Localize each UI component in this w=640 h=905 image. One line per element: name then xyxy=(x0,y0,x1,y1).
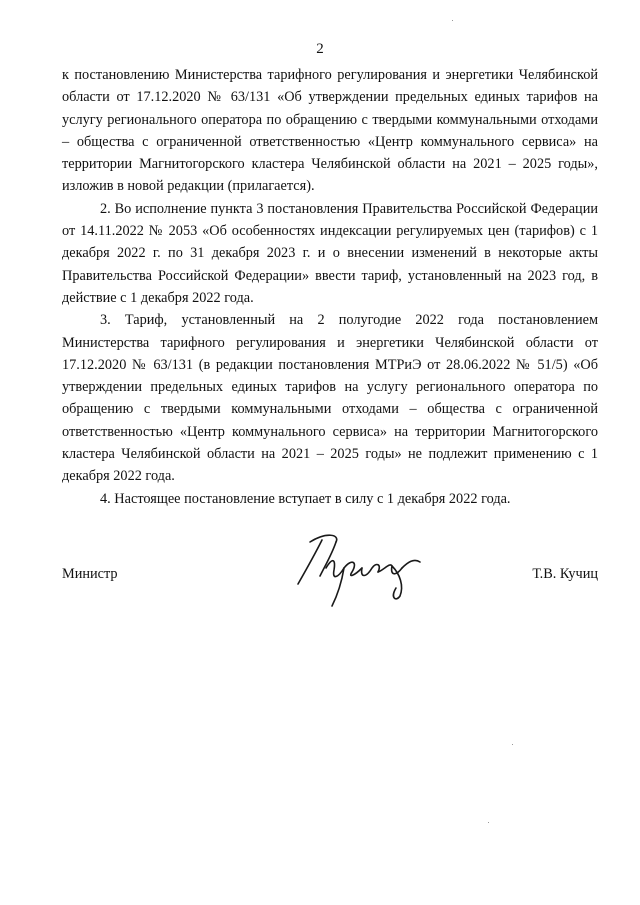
scan-speck xyxy=(452,20,453,21)
scan-speck xyxy=(512,744,513,745)
paragraph-3: 3. Тариф, установленный на 2 полугодие 2022 года постановлением Министерства тарифного регулирования и энергетики Челябинской области от 17.12.2020 № 63/131 (в редакции постановления МТРиЭ от 28.06.2022 № 51/5) «Об утверждении предельных единых тарифов на услугу регионального оператора по обращению с твердыми коммунальными отходами – общества с ограниченной ответственностью «Центр коммунального сервиса» на территории Магнитогорского кластера Челябинской области на 2021 – 2025 годы» не подлежит применению с 1 декабря 2022 года. xyxy=(62,312,598,485)
document-body xyxy=(62,64,598,510)
signer-position: Министр xyxy=(62,566,118,582)
paragraph-4: 4. Настоящее постановление вступает в силу с 1 декабря 2022 года. xyxy=(100,490,511,507)
handwritten-signature xyxy=(292,528,442,608)
paragraph-1-continuation: к постановлению Министерства тарифного регулирования и энергетики Челябинской области от 17.12.2020 № 63/131 «Об утверждении предельных единых тарифов на услугу регионального оператора по обращению с твердыми коммунальными отходами – общества с ограниченной ответственностью «Центр коммунального сервиса» на территории Магнитогорского кластера Челябинской области на 2021 – 2025 годы», изложив в новой редакции (прилагается). xyxy=(62,67,598,195)
signer-name: Т.В. Кучиц xyxy=(532,566,598,582)
scan-speck xyxy=(488,822,489,823)
page-number: 2 xyxy=(316,41,324,57)
paragraph-2: 2. Во исполнение пункта 3 постановления Правительства Российской Федерации от 14.11.2022 № 2053 «Об особенностях индексации регулируемых цен (тарифов) с 1 декабря 2022 г. по 31 декабря 2023 г. и о внесении изменений в некоторые акты Правительства Российской Федерации» ввести тариф, установленный на 2023 год, в действие с 1 декабря 2022 года. xyxy=(62,200,598,306)
